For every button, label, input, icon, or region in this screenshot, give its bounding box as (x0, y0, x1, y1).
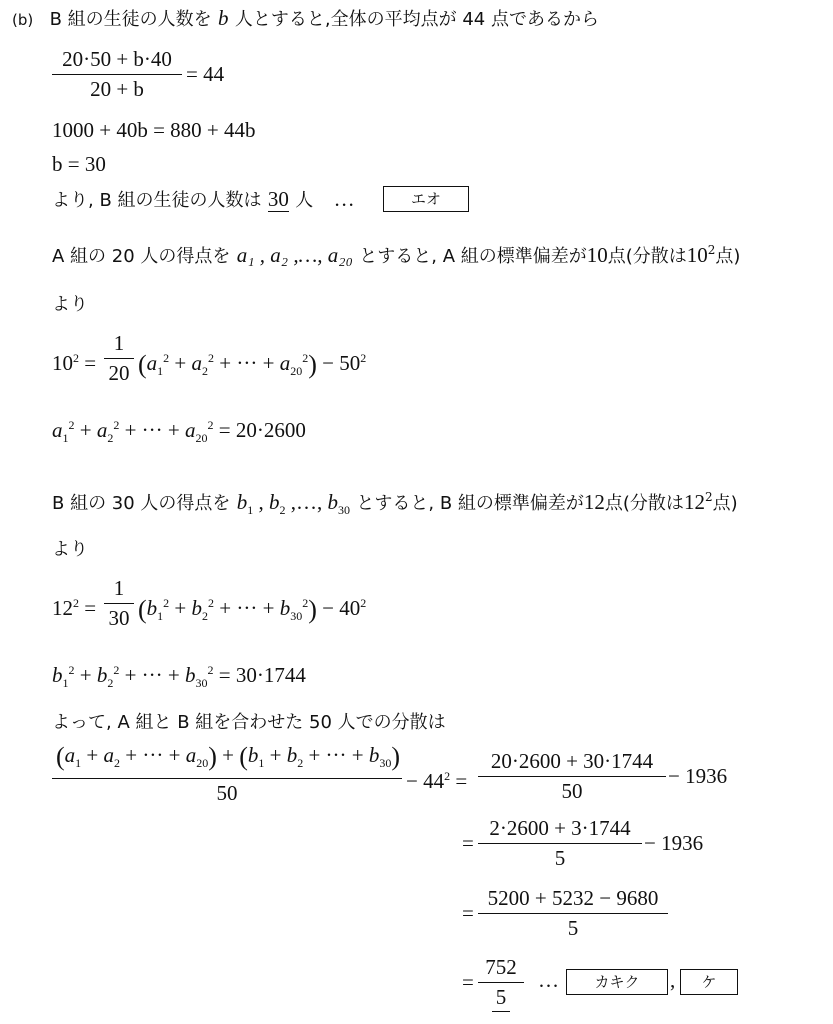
result-value: 30 (267, 187, 289, 211)
a-scores-variables: a₁ , a₂ ,…, a₂₀ (236, 243, 353, 267)
result-line (52, 187, 355, 213)
intro-text: B 組の生徒の人数を (49, 9, 212, 30)
answer-box-eo: エオ (383, 186, 469, 212)
combined-minus-base: − 44 (406, 769, 445, 793)
mean-equation-rhs: = 44 (186, 62, 225, 86)
step1-denominator: 50 (561, 779, 583, 803)
b-eq-tail-exponent: 2 (360, 596, 367, 610)
a-frac-den: 20 (108, 361, 130, 385)
a-sentence-part3: 点(分散は (607, 246, 687, 267)
step3-denominator: 5 (567, 916, 579, 940)
b-sentence-part3: 点(分散は (604, 493, 684, 514)
a-eq-base: 10 (52, 351, 73, 375)
b-variance-lhs (52, 591, 96, 620)
b-frac-num: 1 (104, 575, 134, 604)
a-standard-deviation: 10 (586, 243, 608, 267)
a-frac-num: 1 (104, 330, 134, 359)
step2-eq-sign: = (462, 831, 474, 855)
b-eq-base: 12 (52, 596, 73, 620)
b-sentence-part1: B 組の 30 人の得点を (52, 493, 231, 514)
step2-numerator: 2·2600 + 3·1744 (478, 815, 642, 844)
b-variance-base: 12 (683, 490, 705, 514)
intro-line (12, 6, 599, 32)
answer-comma: , (670, 968, 676, 992)
ellipsis-2: … (538, 968, 559, 992)
a-eq-tail: − 50 (322, 351, 361, 375)
step3-fraction (478, 885, 668, 942)
step4-denominator: 5 (492, 983, 511, 1012)
step1-fraction (478, 748, 666, 805)
b-group-sentence: B 組の 30 人の得点を $b_1$ , $b_2$ ,…, $b_{30}$ とすると, B 組の標準偏差が12点(分散は$12^2$点) (52, 490, 738, 517)
step1-numerator: 20·2600 + 30·1744 (478, 748, 666, 777)
intro-rest: 人とすると,全体の平均点が 44 点であるから (234, 9, 599, 30)
yori-2: より (52, 539, 88, 560)
a-sum-rhs: = 20·2600 (218, 418, 306, 442)
mean-equation-fraction (52, 46, 182, 103)
b-variance-fraction (104, 575, 134, 632)
conclusion-line: よって, A 組と B 組を合わせた 50 人での分散は (52, 712, 446, 733)
step3-numerator: 5200 + 5232 − 9680 (478, 885, 668, 914)
a-eq-tail-exponent: 2 (360, 351, 367, 365)
mean-equation-numerator: 20·50 + b·40 (52, 46, 182, 75)
result-pre: より, B 組の生徒の人数は (52, 190, 262, 211)
b-sentence-part2: とすると, B 組の標準偏差が (356, 493, 584, 514)
a-eq-exponent: 2 (73, 351, 79, 365)
b-eq-exponent: 2 (73, 596, 79, 610)
step4-fraction (478, 954, 524, 1012)
b-variance-exponent: 2 (704, 490, 713, 504)
a-variance-lhs (52, 346, 96, 375)
answer-box-kakiku: カキク (566, 969, 668, 995)
step4-numerator: 752 (478, 954, 524, 983)
a-eq-sign: = (84, 351, 97, 375)
combined-denominator: 50 (216, 781, 238, 805)
step2-fraction (478, 815, 642, 872)
combined-variance-fraction (52, 742, 402, 807)
yori-1: より (52, 294, 88, 315)
step2-tail: − 1936 (644, 831, 704, 855)
a-variance-base: 10 (686, 243, 708, 267)
step4-eq-sign: = (462, 970, 474, 994)
b-sentence-part4: 点) (712, 493, 738, 514)
a-variance-sum: ($a_1^2 + a_2^2$ + ··· + $a_{20}^2) - 50^2$ (138, 350, 367, 379)
a-sentence-part4: 点) (715, 246, 741, 267)
combined-numerator: ($a_1 + a_2$ + ··· + $a_{20}) + (b_1 + b_2$ + ··· + $b_{30}$) (52, 742, 402, 779)
b-standard-deviation: 12 (583, 490, 605, 514)
mean-equation-denominator: 20 + b (90, 77, 144, 101)
ellipsis: … (333, 187, 355, 211)
a-sum-of-squares: $a_1^2 + a_2^2$ + ··· + $a_{20}^2 = 20\cdot 2600$ (52, 418, 306, 445)
result-unit: 人 (295, 190, 314, 211)
linear-equation: 1000 + 40b = 880 + 44b (52, 118, 256, 142)
b-sum-rhs: = 30·1744 (218, 663, 306, 687)
combined-minus (406, 764, 467, 793)
step1-tail: − 1936 (668, 764, 728, 788)
combined-eq-sign: = (455, 769, 468, 793)
step3-eq-sign: = (462, 901, 474, 925)
part-label: (b) (12, 11, 34, 29)
b-solution: b = 30 (52, 152, 106, 176)
a-sentence-part2: とすると, A 組の標準偏差が (359, 246, 587, 267)
answer-box-ke: ケ (680, 969, 738, 995)
a-sentence-part1: A 組の 20 人の得点を (52, 246, 231, 267)
a-variance-fraction (104, 330, 134, 387)
a-group-sentence (52, 238, 740, 269)
b-frac-den: 30 (108, 606, 130, 630)
b-eq-tail: − 40 (322, 596, 361, 620)
combined-minus-exponent: 2 (444, 769, 451, 783)
b-variance-sum: ($b_1^2 + b_2^2$ + ··· + $b_{30}^2) - 40^2$ (138, 595, 367, 624)
intro-variable: b (218, 6, 229, 30)
b-eq-sign: = (84, 596, 97, 620)
step2-denominator: 5 (554, 846, 566, 870)
a-variance-exponent: 2 (707, 243, 716, 257)
b-sum-of-squares: $b_1^2 + b_2^2$ + ··· + $b_{30}^2 = 30\cdot 1744$ (52, 663, 306, 690)
